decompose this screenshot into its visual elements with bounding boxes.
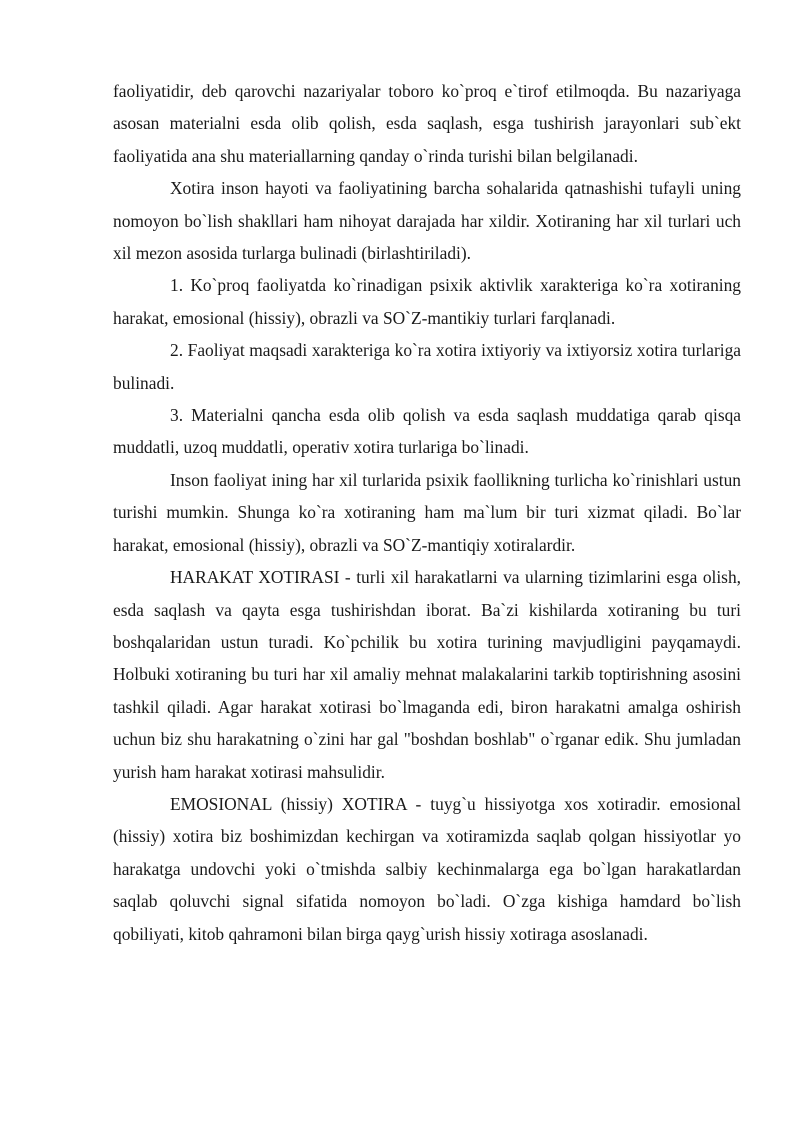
- paragraph-criterion-3: 3. Materialni qancha esda olib qolish va esda saqlash muddatiga qarab qisqa muddatli, uzoq muddatli, operativ xotira turlariga bo`linadi.: [113, 405, 741, 458]
- paragraph-criterion-1: 1. Ko`proq faoliyatda ko`rinadigan psixik aktivlik xarakteriga ko`ra xotiraning harakat, emosional (hissiy), obrazli va SO`Z-mantikiy turlari farqlanadi.: [113, 275, 741, 328]
- paragraph-criterion-2: 2. Faoliyat maqsadi xarakteriga ko`ra xotira ixtiyoriy va ixtiyorsiz xotira turlariga bulinadi.: [113, 340, 741, 393]
- document-body: [113, 75, 741, 950]
- paragraph-emotional-memory: EMOSIONAL (hissiy) XOTIRA - tuyg`u hissiyotga xos xotiradir. emosional (hissiy) xotira biz boshimizdan kechirgan va xotiramizda saqlab qolgan hissiyotlar yo harakatga undovchi yoki o`tmishda salbiy kechinmalarga ega bo`lgan harakatlardan saqlab qoluvchi signal sifatida nomoyon bo`ladi. O`zga kishiga hamdard bo`lish qobiliyati, kitob qahramoni bilan birga qayg`urish hissiy xotiraga asoslanadi.: [113, 793, 741, 944]
- paragraph-motor-memory: HARAKAT XOTIRASI - turli xil harakatlarni va ularning tizimlarini esga olish, esda saqlash va qayta esga tushirishdan iborat. Ba`zi kishilarda xotiraning bu turi boshqalaridan ustun turadi. Ko`pchilik bu xotira turining mavjudligini payqamaydi. Holbuki xotiraning bu turi har xil amaliy mehnat malakalarini tarkib toptirishning asosini tashkil qiladi. Agar harakat xotirasi bo`lmaganda edi, biron harakatni amalga oshirish uchun biz shu harakatning o`zini har gal "boshdan boshlab" o`rganar edik. Shu jumladan yurish ham harakat xotirasi mahsulidir.: [113, 567, 741, 782]
- paragraph-memory-forms: Xotira inson hayoti va faoliyatining barcha sohalarida qatnashishi tufayli uning nomoyon bo`lish shakllari ham nihoyat darajada har xildir. Xotiraning har xil turlari uch xil mezon asosida turlarga bulinadi (birlashtiriladi).: [113, 178, 741, 264]
- paragraph-continuation: faoliyatidir, deb qarovchi nazariyalar toboro ko`proq e`tirof etilmoqda. Bu nazariyaga asosan materialni esda olib qolish, esda saqlash, esga tushirish jarayonlari sub`ekt faoliyatida ana shu materiallarning qanday o`rinda turishi bilan belgilanadi.: [113, 81, 741, 166]
- paragraph-activity-types: Inson faoliyat ining har xil turlarida psixik faollikning turlicha ko`rinishlari ustun turishi mumkin. Shunga ko`ra xotiraning ham ma`lum bir turi xizmat qiladi. Bo`lar harakat, emosional (hissiy), obrazli va SO`Z-mantiqiy xotiralardir.: [113, 469, 741, 555]
